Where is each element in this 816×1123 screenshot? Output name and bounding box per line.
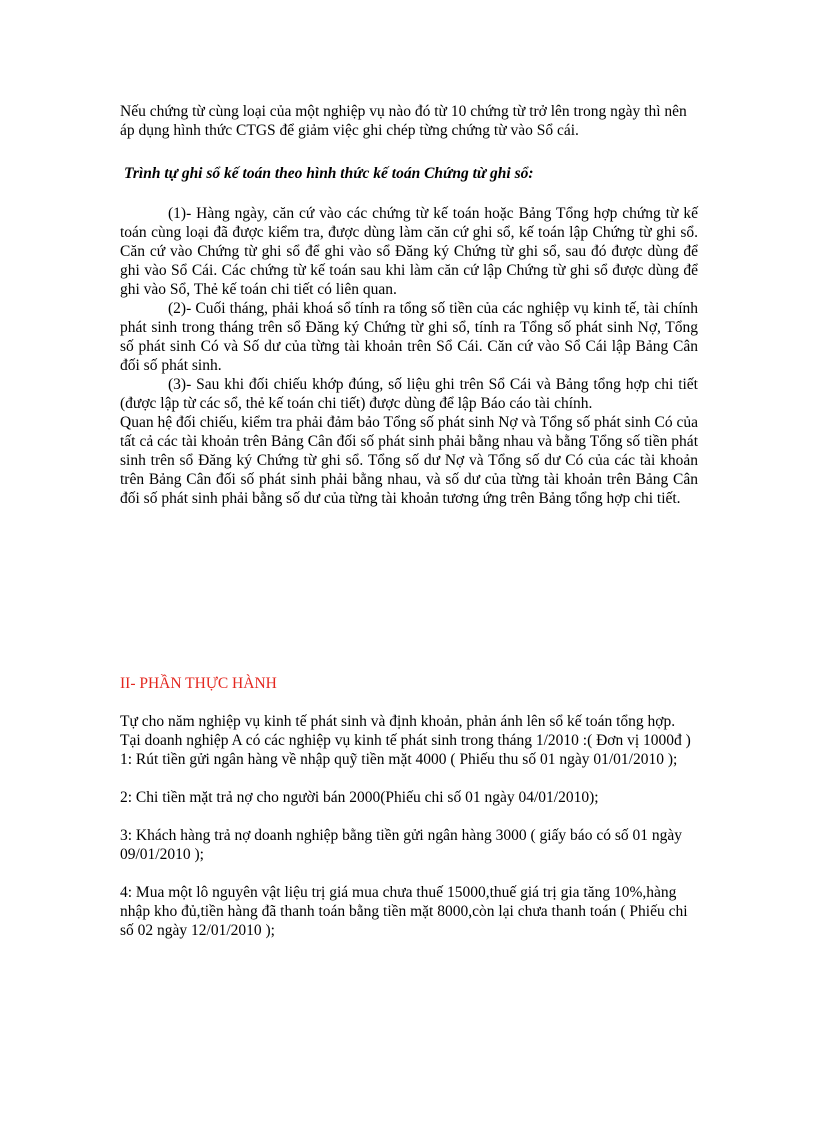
practice-title: II- PHẦN THỰC HÀNH — [120, 675, 277, 692]
practice-context: Tại doanh nghiệp A có các nghiệp vụ kinh tế phát sinh trong tháng 1/2010 :( Đơn vị 1000đ ) — [120, 732, 691, 749]
practice-title-block — [120, 674, 698, 693]
practice-task: Tự cho năm nghiệp vụ kinh tế phát sinh và định khoản, phản ánh lên sổ kế toán tổng hợp. — [120, 713, 676, 730]
practice-section — [120, 712, 698, 940]
intro-section — [120, 102, 698, 140]
procedure-heading: Trình tự ghi sổ kế toán theo hình thức kế toán Chứng từ ghi sổ: — [124, 165, 534, 182]
spacer — [120, 769, 698, 788]
practice-item-1: 1: Rút tiền gửi ngân hàng về nhập quỹ tiền mặt 4000 ( Phiếu thu số 01 ngày 01/01/2010 ); — [120, 751, 678, 768]
practice-item-4: 4: Mua một lô nguyên vật liệu trị giá mua chưa thuế 15000,thuế giá trị gia tăng 10%,hàng nhập kho đủ,tiền hàng đã thanh toán bằng tiền mặt 8000,còn lại chưa thanh toán ( Phiếu chi số 02 ngày 12/01/2010 ); — [120, 884, 688, 939]
intro-paragraph: Nếu chứng từ cùng loại của một nghiệp vụ nào đó từ 10 chứng từ trở lên trong ngày thì nên áp dụng hình thức CTGS để giảm việc ghi chép từng chứng từ vào Sổ cái. — [120, 103, 687, 139]
procedure-step-1: (1)- Hàng ngày, căn cứ vào các chứng từ kế toán hoặc Bảng Tổng hợp chứng từ kế toán cùng loại đã được kiểm tra, được dùng làm căn cứ ghi sổ, kế toán lập Chứng từ ghi sổ. Căn cứ vào Chứng từ ghi sổ để ghi vào sổ Đăng ký Chứng từ ghi sổ, sau đó được dùng để ghi vào Sổ Cái. Các chứng từ kế toán sau khi làm căn cứ lập Chứng từ ghi sổ được dùng để ghi vào Sổ, Thẻ kế toán chi tiết có liên quan. — [120, 205, 698, 298]
practice-item-3: 3: Khách hàng trả nợ doanh nghiệp bằng tiền gửi ngân hàng 3000 ( giấy báo có số 01 ngày 09/01/2010 ); — [120, 827, 682, 863]
procedure-heading-block — [124, 164, 702, 183]
reconcile-paragraph: Quan hệ đối chiếu, kiểm tra phải đảm bảo Tổng số phát sinh Nợ và Tổng số phát sinh Có của tất cả các tài khoản trên Bảng Cân đối số phát sinh phải bằng nhau và bằng Tổng số tiền phát sinh trên sổ Đăng ký Chứng từ ghi sổ. Tổng số dư Nợ và Tổng số dư Có của các tài khoản trên Bảng Cân đối số phát sinh phải bằng nhau, và số dư của từng tài khoản trên Bảng Cân đối số phát sinh phải bằng số dư của từng tài khoản tương ứng trên Bảng tổng hợp chi tiết. — [120, 414, 698, 507]
procedure-steps — [120, 204, 698, 508]
practice-item-2: 2: Chi tiền mặt trả nợ cho người bán 2000(Phiếu chi số 01 ngày 04/01/2010); — [120, 789, 599, 806]
procedure-step-3: (3)- Sau khi đối chiếu khớp đúng, số liệu ghi trên Sổ Cái và Bảng tổng hợp chi tiết (được lập từ các sổ, thẻ kế toán chi tiết) được dùng để lập Báo cáo tài chính. — [120, 376, 698, 412]
procedure-step-2: (2)- Cuối tháng, phải khoá sổ tính ra tổng số tiền của các nghiệp vụ kinh tế, tài chính phát sinh trong tháng trên sổ Đăng ký Chứng từ ghi sổ, tính ra Tổng số phát sinh Nợ, Tổng số phát sinh Có và Số dư của từng tài khoản trên Sổ Cái. Căn cứ vào Sổ Cái lập Bảng Cân đối số phát sinh. — [120, 300, 698, 374]
spacer — [120, 807, 698, 826]
spacer — [120, 864, 698, 883]
